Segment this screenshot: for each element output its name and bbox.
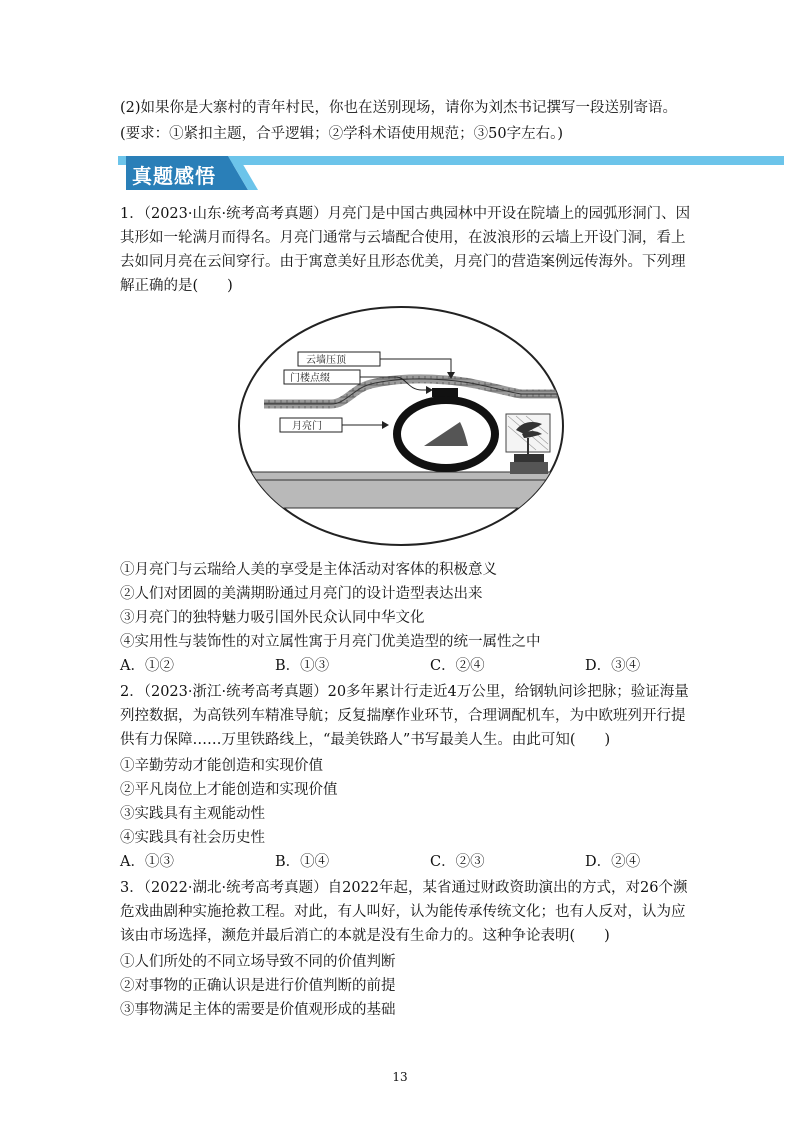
q1-item-2: ②人们对团圆的美满期盼通过月亮门的设计造型表达出来 — [120, 586, 483, 602]
q3-item-1: ①人们所处的不同立场导致不同的价值判断 — [120, 954, 396, 970]
q2-option-b[interactable]: B．①④ — [275, 854, 330, 870]
q2-line-1: 2．（2023·浙江·统考高考真题）20多年累计行走近4万公里，给钢轨问诊把脉；验证海量 — [120, 684, 689, 700]
q2-item-3: ③实践具有主观能动性 — [120, 806, 265, 822]
q1-item-1: ①月亮门与云瑞给人美的享受是主体活动对客体的积极意义 — [120, 562, 497, 578]
q1-line-2: 其形如一轮满月而得名。月亮门通常与云墙配合使用，在波浪形的云墙上开设门洞，看上 — [120, 230, 686, 246]
section-banner — [118, 156, 784, 190]
q3-item-3: ③事物满足主体的需要是价值观形成的基础 — [120, 1002, 396, 1018]
lintel-decoration — [432, 388, 458, 397]
label-cloud-wall: 云墙压顶 — [306, 355, 346, 366]
ground — [236, 472, 566, 508]
page-number: 13 — [392, 1070, 408, 1084]
q2-item-4: ④实践具有社会历史性 — [120, 830, 265, 846]
q1-line-4: 解正确的是( ) — [120, 278, 233, 294]
q1-option-a[interactable]: A．①② — [120, 658, 174, 674]
q3-line-2: 危戏曲剧种实施抢救工程。对此，有人叫好，认为能传承传统文化；也有人反对，认为应 — [120, 904, 686, 920]
q1-line-1: 1．（2023·山东·统考高考真题）月亮门是中国古典园林中开设在院墙上的园弧形洞门、因 — [120, 206, 691, 222]
q2-item-2: ②平凡岗位上才能创造和实现价值 — [120, 782, 338, 798]
intro-question-2: (2)如果你是大寨村的青年村民，你也在送别现场，请你为刘杰书记撰写一段送别寄语。 — [120, 100, 678, 116]
banner-title: 真题感悟 — [132, 164, 216, 188]
q2-option-a[interactable]: A．①③ — [120, 854, 174, 870]
q1-item-3: ③月亮门的独特魅力吸引国外民众认同中华文化 — [120, 610, 425, 626]
label-moon-gate: 月亮门 — [292, 421, 322, 432]
bonsai — [506, 414, 550, 474]
moon-gate-illustration — [236, 304, 566, 548]
q2-option-d[interactable]: D．②④ — [585, 854, 641, 870]
label-lintel: 门楼点缀 — [290, 373, 330, 384]
q1-item-4: ④实用性与装饰性的对立属性寓于月亮门优美造型的统一属性之中 — [120, 634, 541, 650]
q3-line-3: 该由市场选择，濒危并最后消亡的本就是没有生命力的。这种争论表明( ) — [120, 928, 610, 944]
q2-line-3: 供有力保障……万里铁路线上，“最美铁路人”书写最美人生。由此可知( ) — [120, 732, 611, 748]
q2-item-1: ①辛勤劳动才能创造和实现价值 — [120, 758, 323, 774]
q1-option-b[interactable]: B．①③ — [275, 658, 330, 674]
intro-requirements: (要求：①紧扣主题，合乎逻辑；②学科术语使用规范；③50字左右。) — [120, 126, 564, 142]
q1-line-3: 去如同月亮在云间穿行。由于寓意美好且形态优美，月亮门的营造案例远传海外。下列理 — [120, 254, 686, 270]
q1-option-c[interactable]: C．②④ — [430, 658, 485, 674]
q3-item-2: ②对事物的正确认识是进行价值判断的前提 — [120, 978, 396, 994]
q2-option-c[interactable]: C．②③ — [430, 854, 485, 870]
q1-option-d[interactable]: D．③④ — [585, 658, 641, 674]
q3-line-1: 3．（2022·湖北·统考高考真题）自2022年起，某省通过财政资助演出的方式，对26个濒 — [120, 880, 688, 896]
q2-line-2: 列控数据，为高铁列车精准导航；反复揣摩作业环节，合理调配机车，为中欧班列开行提 — [120, 708, 686, 724]
